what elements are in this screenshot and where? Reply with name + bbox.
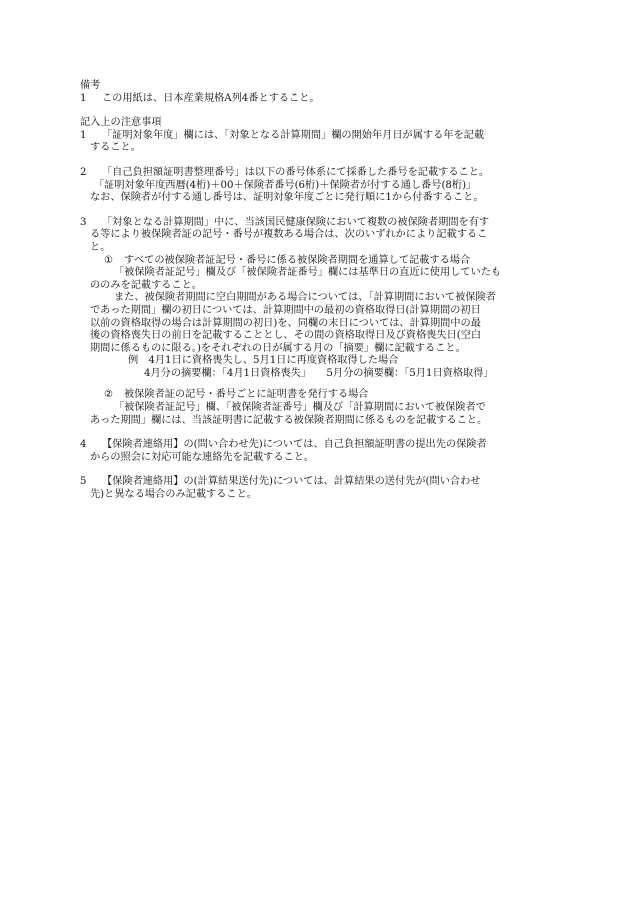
subitem-2-line-1: 「被保険者証記号」欄、「被保険者証番号」欄及び「計算期間において被保険者で [114,402,486,414]
subitem-1-p2-line-3: 以前の資格取得の場合は計算期間の初日)を、同欄の末日については、計算期間中の最 [90,317,481,329]
document-page [80,80,552,502]
notes-heading: 記入上の注意事項 [80,117,162,129]
note-text: 【保険者連絡用】の(計算結果送付先)については、計算結果の送付先が(問い合わせ [102,476,481,488]
note-number: 1 [80,129,87,141]
subitem-1-p2-line-1: また、被保険者期間に空白期間がある場合については、「計算期間において被保険者 [114,292,496,304]
note-2-line-1 [80,167,552,180]
note-3-line-3: と。 [90,241,111,253]
note-number: 5 [80,476,87,488]
subitem-1-p2-line-4: 後の資格喪失日の前日を記載することとし、その間の資格取得日及び資格喪失日(空白 [90,330,482,342]
note-number: 4 [80,439,87,451]
subitem-1-p1-line-2: ののみを記載すること。 [90,279,203,291]
item-number: 1 [80,92,87,104]
note-5-line-1 [80,476,552,489]
circled-number-2: ② [104,389,114,401]
subitem-title-text: 被保険者証の記号・番号ごとに証明書を発行する場合 [124,389,369,401]
note-4-line-2: からの照会に対応可能な連絡先を記載すること。 [90,451,315,463]
example-detail-line: 4月分の摘要欄：「4月1日資格喪失」 5月分の摘要欄：「5月1日資格取得」 [144,367,494,379]
subitem-2-title [80,389,552,402]
subitem-title-text: すべての被保険者証記号・番号に係る被保険者期間を通算して記載する場合 [124,254,471,266]
note-text: 「証明対象年度」欄には、「対象となる計算期間」欄の開始年月日が属する年を記載 [102,129,485,141]
note-5-line-2: 先)と異なる場合のみ記載すること。 [90,489,257,501]
subitem-2-line-2: あった期間」欄には、当該証明書に記載する被保険者期間に係るものを記載すること。 [90,414,488,426]
note-4-line-1 [80,439,552,452]
note-text: 【保険者連絡用】の(問い合わせ先)については、自己負担額証明書の提出先の保険者 [102,439,487,451]
biko-item-1 [80,93,552,106]
note-2-line-2: 「証明対象年度西暦(4桁)＋00＋保険者番号(6桁)＋保険者が付する通し番号(8桁)」 [94,179,477,191]
note-1-line-2: すること。 [90,142,141,154]
note-text: 「対象となる計算期間」中に、当該国民健康保険において複数の被保険者期間を有す [102,216,490,228]
note-3-line-1 [80,217,552,230]
biko-heading: 備考 [80,80,101,91]
note-3-line-2: る等により被保険者証の記号・番号が複数ある場合は、次のいずれかにより記載するこ [90,229,488,241]
note-number: 2 [80,166,87,178]
subitem-1-p2-line-2: であった期間」欄の初日については、計算期間中の最初の資格取得日(計算期間の初日 [90,304,481,316]
subitem-1-title [80,255,552,268]
note-text: 「自己負担額証明書整理番号」は以下の番号体系にて採番した番号を記載すること。 [102,166,490,178]
circled-number-1: ① [104,254,114,266]
note-number: 3 [80,216,87,228]
subitem-1-p1-line-1: 「被保険者証記号」欄及び「被保険者証番号」欄には基準日の直近に使用していたも [114,267,502,279]
note-1-line-1 [80,130,552,143]
example-line: 例 4月1日に資格喪失し、5月1日に再度資格取得した場合 [128,355,399,367]
item-text: この用紙は、日本産業規格A列4番とすること。 [102,92,320,104]
subitem-1-p2-line-5: 期間に係るものに限る。)をそれぞれの日が属する月の「摘要」欄に記載すること。 [90,342,466,354]
note-2-line-3: なお、保険者が付する通し番号は、証明対象年度ごとに発行順に1から付番すること。 [90,192,484,204]
